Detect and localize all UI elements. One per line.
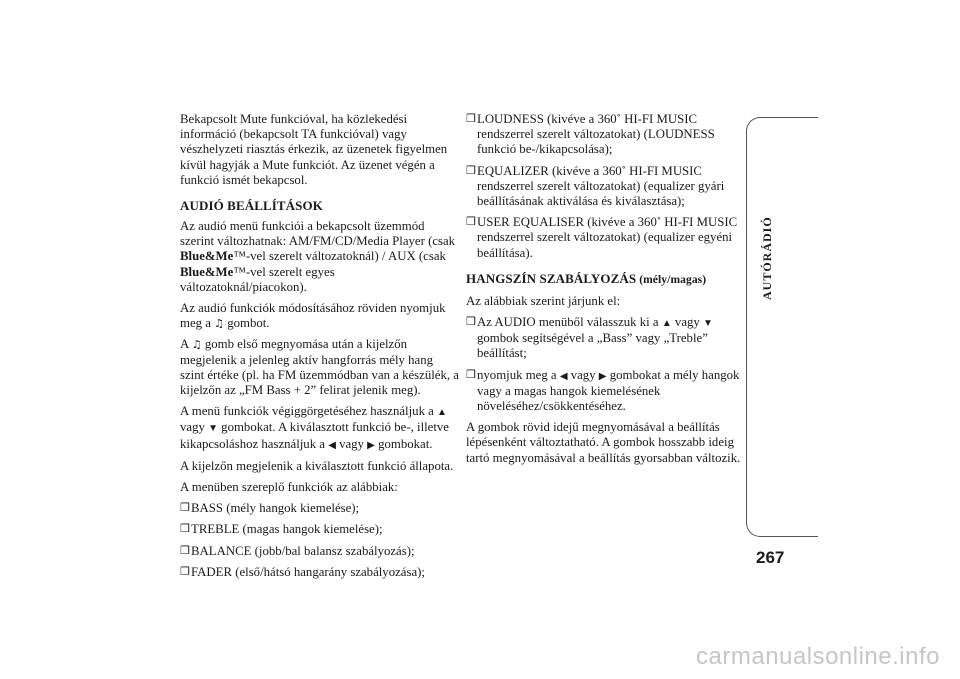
tone-control-heading: HANGSZÍN SZABÁLYOZÁS (mély/magas) (466, 270, 707, 286)
blue-me-brand: Blue&Me (180, 264, 234, 279)
arrow-left-icon: ◀ (559, 370, 568, 382)
list-item: ❒ BALANCE (jobb/bal balansz szabályozás); (180, 543, 415, 558)
checkbox-bullet-icon: ❒ (180, 502, 190, 515)
right-column (466, 112, 742, 472)
status-paragraph: A kijelzőn megjelenik a kiválasztott funkció állapota. (180, 458, 454, 473)
checkbox-bullet-icon: ❒ (466, 113, 476, 125)
list-item: ❒ nyomjuk meg a ◀ vagy ▶ gombokat a mély hangok vagy a magas hangok kiemelésének növeléséhez/csökkentéséhez. (466, 367, 740, 414)
section-tab (746, 117, 818, 537)
checkbox-bullet-icon: ❒ (466, 316, 476, 329)
checkbox-bullet-icon: ❒ (180, 544, 190, 557)
audio-button-paragraph: Az audió funkciók módosításához röviden nyomjuk meg a ♫ gombot. (180, 301, 446, 331)
list-item: ❒ EQUALIZER (kivéve a 360˚ HI-FI MUSIC rendszerrel szerelt változatokat) (equalizer gyári beállításának aktiválása és kiválasztása); (466, 163, 725, 209)
list-item: ❒ Az AUDIO menüből válasszuk ki a ▲ vagy ▼ gombok segítségével a „Bass” vagy „Treble” beállítást; (466, 315, 713, 361)
list-item: ❒ LOUDNESS (kivéve a 360˚ HI-FI MUSIC rendszerrel szerelt változatokat) (LOUDNESS funkció be-/kikapcsolása); (466, 112, 715, 157)
arrow-left-icon: ◀ (328, 439, 336, 451)
arrow-right-icon: ▶ (598, 370, 607, 382)
audio-note-icon: ♫ (191, 338, 202, 352)
audio-note-icon: ♫ (214, 317, 224, 331)
page-number: 267 (756, 548, 785, 567)
arrow-up-icon: ▲ (661, 318, 672, 330)
checkbox-bullet-icon: ❒ (180, 523, 190, 536)
checkbox-bullet-icon: ❒ (466, 164, 476, 177)
list-item: ❒ USER EQUALISER (kivéve a 360˚ HI-FI MUSIC rendszerrel szerelt változatokat) (equalizer egyéni beállítása). (466, 215, 738, 260)
arrow-down-icon: ▼ (208, 423, 218, 435)
arrow-up-icon: ▲ (437, 407, 447, 419)
audio-settings-heading: AUDIÓ BEÁLLÍTÁSOK (180, 198, 323, 214)
audio-menu-paragraph: Az audió menü funkciói a bekapcsolt üzemmód szerint változhatnak: AM/FM/CD/Media Player (csak Blue&Me™-vel szerelt változatoknál) / AUX (csak Blue&Me™-vel szerelt egyes változatoknál/piacokon). (180, 219, 456, 294)
procedure-intro-paragraph: Az alábbiak szerint járjunk el: (466, 293, 621, 308)
checkbox-bullet-icon: ❒ (466, 368, 476, 381)
mute-paragraph: Bekapcsolt Mute funkcióval, ha közlekedési információ (bekapcsolt TA funkcióval) vagy vészhelyzeti riasztás érkezik, az üzenetek figyelmen kívül hagyják a Mute funkciót. Az üzenet végén a funkció ismét bekapcsol. (180, 112, 448, 187)
left-column (180, 112, 460, 586)
checkbox-bullet-icon: ❒ (466, 216, 476, 229)
arrow-down-icon: ▼ (703, 318, 713, 330)
first-press-paragraph: A ♫ gomb első megnyomása után a kijelzőn megjelenik a jelenleg aktív hangforrás mély hang szint értéke (pl. ha FM üzemmódban van a készülék, a kijelzőn az „FM Bass + 2” felirat jelenik meg). (180, 337, 459, 398)
section-tab-label: AUTÓRÁDIÓ (760, 216, 774, 300)
functions-intro-paragraph: A menüben szereplő funkciók az alábbiak: (180, 480, 398, 495)
arrow-right-icon: ▶ (367, 439, 375, 451)
button-press-paragraph: A gombok rövid idejű megnyomásával a beállítás lépésenként változtatható. A gombok hosszabb ideig tartó megnyomásával a beállítás gyorsabban változik. (466, 420, 741, 465)
list-item: ❒ TREBLE (magas hangok kiemelése); (180, 522, 383, 537)
list-item: ❒ FADER (első/hátsó hangarány szabályozása); (180, 564, 425, 579)
menu-scroll-paragraph: A menü funkciók végiggörgetéséhez használjuk a ▲ vagy ▼ gombokat. A kiválasztott funkció be-, illetve kikapcsoláshoz használjuk a ◀ vagy ▶ gombokat. (180, 404, 449, 451)
checkbox-bullet-icon: ❒ (180, 565, 190, 578)
watermark: carmanualsonline.info (696, 643, 940, 670)
list-item: ❒ BASS (mély hangok kiemelése); (180, 501, 360, 516)
blue-me-brand: Blue&Me (180, 249, 234, 264)
